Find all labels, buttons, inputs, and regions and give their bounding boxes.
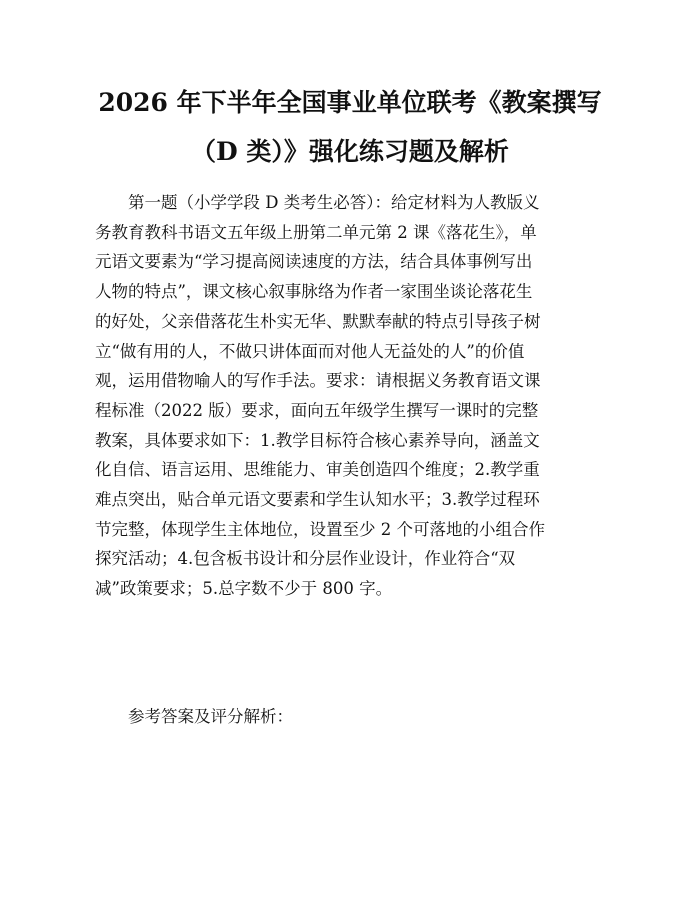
title-line-2: （D 类）》强化练习题及解析 xyxy=(191,137,509,166)
question-line: 节完整，体现学生主体地位，设置至少 2 个可落地的小组合作 xyxy=(95,519,545,539)
document-title xyxy=(95,78,605,176)
question-line: 人物的特点”，课文核心叙事脉络为作者一家围坐谈论落花生 xyxy=(95,282,533,302)
question-line: 探究活动；4.包含板书设计和分层作业设计，作业符合“双 xyxy=(95,549,516,569)
question-line: 教案，具体要求如下：1.教学目标符合核心素养导向，涵盖文 xyxy=(95,430,540,450)
title-line-1: 2026 年下半年全国事业单位联考《教案撰写 xyxy=(98,88,602,117)
question-line: 立“做有用的人，不做只讲体面而对他人无益处的人”的价值 xyxy=(95,341,525,361)
question-line: 观，运用借物喻人的写作手法。要求：请根据义务教育语文课 xyxy=(95,371,541,391)
question-line: 务教育教科书语文五年级上册第二单元第 2 课《落花生》，单 xyxy=(95,222,537,242)
question-line: 难点突出，贴合单元语文要素和学生认知水平；3.教学过程环 xyxy=(95,490,540,510)
question-line: 第一题（小学学段 D 类考生必答）：给定材料为人教版义 xyxy=(128,193,540,212)
question-paragraph xyxy=(95,188,605,604)
question-line: 程标准（2022 版）要求，面向五年级学生撰写一课时的完整 xyxy=(95,400,539,420)
question-line: 减”政策要求；5.总字数不少于 800 字。 xyxy=(95,579,393,599)
question-line: 的好处，父亲借落花生朴实无华、默默奉献的特点引导孩子树 xyxy=(95,311,541,331)
question-line: 化自信、语言运用、思维能力、审美创造四个维度；2.教学重 xyxy=(95,460,540,480)
answer-heading: 参考答案及评分解析： xyxy=(128,707,293,726)
question-line: 元语文要素为“学习提高阅读速度的方法，结合具体事例写出 xyxy=(95,252,533,272)
